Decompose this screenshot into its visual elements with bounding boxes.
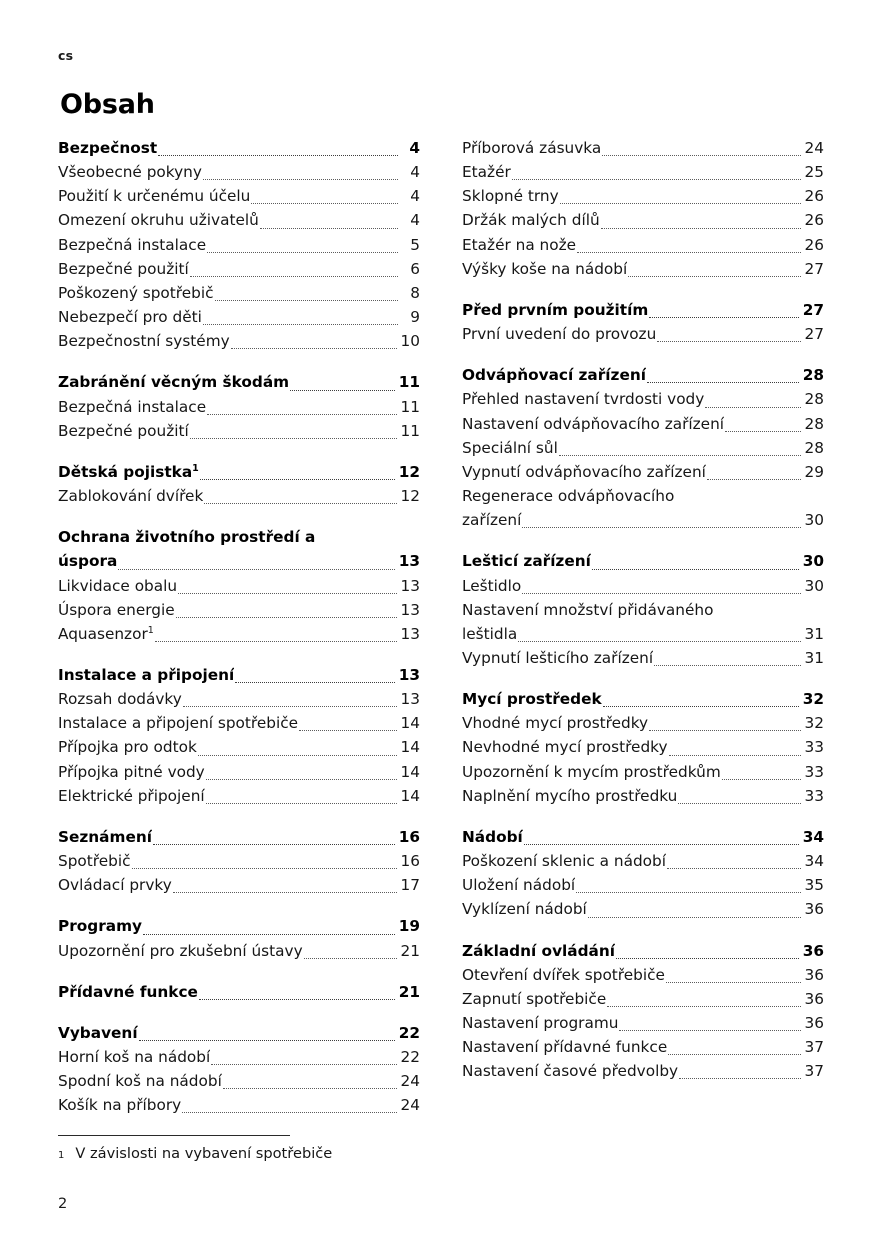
toc-entry-page: 26: [804, 211, 824, 230]
toc-entry-page: 36: [804, 1014, 824, 1032]
toc-entry-label-cont: zařízení: [462, 511, 522, 530]
toc-entry[interactable]: [58, 1045, 420, 1069]
leader-dots: [588, 916, 801, 918]
leader-dots: [725, 430, 801, 432]
toc-entry-page: 4: [410, 211, 420, 230]
toc-entry[interactable]: [58, 281, 420, 305]
toc-entry[interactable]: [58, 1069, 420, 1093]
toc-entry-page: 14: [400, 786, 420, 805]
toc-entry-label: Nebezpečí pro děti: [58, 308, 202, 327]
leader-dots: [607, 1005, 800, 1007]
leader-dots: [649, 316, 798, 318]
toc-entry-page: 24: [804, 139, 824, 157]
toc-entry[interactable]: [58, 233, 420, 257]
leader-dots: [647, 381, 799, 383]
toc-entry-page: 14: [400, 738, 420, 757]
toc-entry[interactable]: [58, 939, 420, 963]
toc-entry[interactable]: [462, 873, 824, 897]
toc-entry-label: Bezpečnost: [58, 139, 158, 157]
toc-entry-page: 27: [804, 325, 824, 344]
toc-entry-page: 28: [804, 438, 824, 457]
toc-entry-label: Leštidlo: [462, 576, 522, 595]
toc-heading[interactable]: [58, 136, 420, 160]
toc-heading[interactable]: [58, 1021, 420, 1045]
page-title: Obsah: [60, 89, 155, 120]
toc-entry[interactable]: [462, 233, 824, 257]
toc-entry-label: Všeobecné pokyny: [58, 163, 202, 182]
leader-dots: [190, 437, 397, 439]
toc-section: [58, 825, 420, 897]
leader-dots: [707, 478, 801, 480]
toc-entry-label: Regenerace odvápňovacího: [462, 487, 675, 506]
toc-entry[interactable]: [58, 257, 420, 281]
toc-entry-label: Etažér na nože: [462, 235, 577, 254]
toc-entry-label: Bezpečné použití: [58, 421, 189, 440]
toc-entry-label: Zabránění věcným škodám: [58, 373, 290, 392]
toc-heading[interactable]: [462, 687, 824, 711]
toc-entry-label: Lešticí zařízení: [462, 552, 591, 571]
footnote-reference: 1: [147, 624, 154, 636]
toc-entry-page: 28: [802, 366, 824, 385]
page-number: 2: [58, 1195, 68, 1212]
toc-entry[interactable]: [58, 873, 420, 897]
toc-section: [462, 136, 824, 281]
toc-entry-page: 13: [400, 624, 420, 643]
toc-columns: [58, 136, 824, 1117]
toc-entry[interactable]: [58, 184, 420, 208]
toc-entry-page: 31: [804, 648, 824, 667]
toc-entry[interactable]: [58, 849, 420, 873]
leader-dots: [139, 1039, 395, 1041]
toc-entry-label: Nastavení odvápňovacího zařízení: [462, 414, 725, 433]
toc-entry-label: Vypnutí odvápňovacího zařízení: [462, 462, 706, 481]
toc-entry-page: 6: [410, 259, 420, 278]
toc-entry-label: Nastavení časové předvolby: [462, 1062, 679, 1081]
toc-entry-page: 30: [804, 576, 824, 595]
toc-entry[interactable]: [462, 1035, 824, 1059]
toc-entry[interactable]: [462, 184, 824, 208]
leader-dots: [231, 347, 397, 349]
toc-entry-page: 22: [398, 1023, 420, 1042]
toc-entry-page: 37: [804, 1038, 824, 1057]
leader-dots: [602, 154, 800, 156]
toc-entry[interactable]: [462, 208, 824, 232]
toc-entry-page: 27: [802, 300, 824, 319]
leader-dots: [679, 1077, 800, 1079]
toc-entry-label: Naplnění mycího prostředku: [462, 786, 678, 805]
toc-entry[interactable]: [58, 711, 420, 735]
toc-entry-page: 35: [804, 876, 824, 895]
toc-entry-page: 28: [804, 414, 824, 433]
toc-entry-label: Elektrické připojení: [58, 786, 205, 805]
toc-entry-label: Upozornění pro zkušební ústavy: [58, 941, 303, 960]
toc-entry-label: Zablokování dvířek: [58, 487, 204, 506]
leader-dots: [524, 843, 799, 845]
toc-section: [462, 825, 824, 922]
leader-dots: [522, 526, 800, 528]
toc-entry-page: 26: [804, 187, 824, 206]
toc-heading[interactable]: [58, 460, 420, 484]
leader-dots: [601, 227, 801, 229]
toc-entry-page: 13: [400, 690, 420, 709]
leader-dots: [577, 251, 800, 253]
toc-entry-page: 14: [400, 714, 420, 733]
toc-section: [58, 136, 420, 353]
toc-entry[interactable]: [58, 1093, 420, 1117]
toc-entry[interactable]: [462, 646, 824, 670]
toc-entry-label: Etažér: [462, 163, 511, 182]
toc-entry[interactable]: [58, 329, 420, 353]
toc-entry-label: Dětská pojistka$^1$: [58, 462, 199, 481]
toc-entry-page: 36: [804, 989, 824, 1008]
toc-entry-label: Aquasenzor$^1$: [58, 624, 154, 643]
toc-entry-label: Vyklízení nádobí: [462, 900, 587, 919]
toc-entry-label: Nevhodné mycí prostředky: [462, 738, 668, 757]
footnote-text: V závislosti na vybavení spotřebiče: [75, 1145, 333, 1163]
leader-dots: [512, 178, 801, 180]
leader-dots: [215, 299, 398, 301]
toc-entry-label: Sklopné trny: [462, 187, 559, 206]
toc-entry[interactable]: [58, 598, 420, 622]
leader-dots: [206, 778, 397, 780]
leader-dots: [628, 275, 800, 277]
toc-entry-page: 25: [804, 163, 824, 182]
toc-entry-label: Nádobí: [462, 827, 523, 846]
leader-dots: [592, 568, 799, 570]
toc-section: [462, 939, 824, 1084]
toc-entry-page: 12: [400, 487, 420, 506]
toc-entry-page: 33: [804, 738, 824, 757]
toc-entry[interactable]: [462, 598, 824, 646]
toc-entry-label: Bezpečná instalace: [58, 397, 207, 416]
toc-entry[interactable]: [58, 687, 420, 711]
leader-dots: [654, 664, 800, 666]
toc-column-left: [58, 136, 420, 1117]
toc-section: [462, 298, 824, 346]
toc-entry-label: Ovládací prvky: [58, 876, 172, 895]
toc-heading[interactable]: [58, 525, 420, 573]
toc-entry-label: Nastavení přídavné funkce: [462, 1038, 668, 1057]
toc-entry-label: Příborová zásuvka: [462, 139, 602, 157]
leader-dots: [207, 413, 396, 415]
toc-entry[interactable]: [58, 395, 420, 419]
toc-entry-page: 31: [804, 624, 824, 643]
toc-entry[interactable]: [462, 136, 824, 160]
leader-dots: [190, 275, 398, 277]
leader-dots: [223, 1087, 397, 1089]
toc-entry-label: Spodní koš na nádobí: [58, 1072, 222, 1091]
toc-entry-page: 37: [804, 1062, 824, 1081]
toc-entry[interactable]: [462, 784, 824, 808]
toc-entry-label: Instalace a připojení: [58, 665, 235, 684]
toc-entry-page: 8: [410, 283, 420, 302]
toc-entry[interactable]: [58, 760, 420, 784]
toc-entry-page: 36: [804, 900, 824, 919]
toc-entry-page: 12: [398, 462, 420, 481]
toc-entry-label: Bezpečnostní systémy: [58, 332, 230, 351]
toc-entry[interactable]: [58, 305, 420, 329]
leader-dots: [155, 640, 397, 642]
toc-entry-label: Odvápňovací zařízení: [462, 366, 646, 385]
leader-dots: [178, 592, 396, 594]
toc-heading[interactable]: [58, 825, 420, 849]
toc-entry-label: Upozornění k mycím prostředkům: [462, 762, 721, 781]
footnote-divider: [58, 1135, 290, 1136]
leader-dots: [666, 981, 801, 983]
toc-entry-label: První uvedení do provozu: [462, 325, 657, 344]
leader-dots: [132, 867, 397, 869]
toc-entry-page: 13: [398, 552, 420, 571]
toc-entry-page: 4: [410, 163, 420, 182]
leader-dots: [206, 802, 397, 804]
leader-dots: [705, 406, 800, 408]
toc-entry-label: Bezpečná instalace: [58, 235, 207, 254]
toc-entry-page: 10: [400, 332, 420, 351]
toc-entry-page: 28: [804, 390, 824, 409]
toc-entry-label: Před prvním použitím: [462, 300, 649, 319]
leader-dots: [173, 891, 397, 893]
leader-dots: [251, 202, 398, 204]
toc-heading[interactable]: [462, 363, 824, 387]
toc-entry-label: Horní koš na nádobí: [58, 1048, 211, 1066]
toc-entry[interactable]: [58, 419, 420, 443]
toc-entry-label: Seznámení: [58, 827, 152, 846]
toc-heading[interactable]: [462, 825, 824, 849]
toc-entry-label: Držák malých dílů: [462, 211, 600, 230]
leader-dots: [657, 340, 800, 342]
toc-entry-page: 26: [804, 235, 824, 254]
toc-entry-page: 19: [398, 917, 420, 936]
toc-heading[interactable]: [462, 298, 824, 322]
toc-entry-label: Nastavení množství přidávaného: [462, 600, 714, 619]
toc-section: [58, 914, 420, 962]
toc-entry-page: 27: [804, 259, 824, 278]
leader-dots: [649, 729, 800, 731]
toc-heading[interactable]: [58, 980, 420, 1004]
leader-dots: [603, 705, 799, 707]
toc-heading[interactable]: [58, 370, 420, 394]
toc-entry-page: 16: [398, 827, 420, 846]
toc-entry[interactable]: [58, 784, 420, 808]
toc-entry[interactable]: [58, 735, 420, 759]
toc-heading[interactable]: [462, 939, 824, 963]
toc-entry-page: 21: [400, 941, 420, 960]
leader-dots: [576, 891, 800, 893]
toc-entry-label: Mycí prostředek: [462, 690, 602, 709]
toc-entry-label: Otevření dvířek spotřebiče: [462, 965, 665, 984]
toc-entry-page: 14: [400, 762, 420, 781]
toc-entry-page: 13: [398, 665, 420, 684]
leader-dots: [667, 867, 801, 869]
toc-heading[interactable]: [58, 914, 420, 938]
leader-dots: [176, 616, 397, 618]
toc-section: [58, 460, 420, 508]
toc-entry-page: 24: [400, 1096, 420, 1115]
toc-entry-page: 9: [410, 308, 420, 327]
leader-dots: [722, 778, 801, 780]
leader-dots: [198, 754, 397, 756]
toc-entry-label: Spotřebič: [58, 852, 131, 871]
toc-entry-label-cont: leštidla: [462, 624, 518, 643]
toc-entry-page: 13: [400, 576, 420, 595]
toc-entry-page: 16: [400, 852, 420, 871]
toc-entry-label: Instalace a připojení spotřebiče: [58, 714, 299, 733]
toc-section: [58, 1021, 420, 1118]
toc-entry-page: 36: [802, 941, 824, 960]
leader-dots: [260, 227, 398, 229]
toc-entry[interactable]: [58, 160, 420, 184]
toc-column-right: [462, 136, 824, 1083]
leader-dots: [199, 998, 395, 1000]
toc-entry-page: 30: [802, 552, 824, 571]
toc-entry-page: 11: [400, 397, 420, 416]
toc-entry-page: 33: [804, 762, 824, 781]
toc-entry[interactable]: [462, 849, 824, 873]
leader-dots: [668, 1053, 800, 1055]
toc-entry-label: Přípojka pitné vody: [58, 762, 205, 781]
leader-dots: [304, 957, 397, 959]
toc-entry[interactable]: [462, 897, 824, 921]
leader-dots: [153, 843, 395, 845]
leader-dots: [207, 251, 398, 253]
leader-dots: [143, 933, 395, 935]
leader-dots: [616, 957, 799, 959]
toc-entry[interactable]: [462, 322, 824, 346]
language-tag: cs: [58, 48, 74, 63]
toc-entry-page: 34: [802, 827, 824, 846]
leader-dots: [290, 389, 395, 391]
toc-entry-page: 11: [398, 373, 420, 392]
toc-entry-page: 4: [409, 139, 420, 157]
toc-entry-page: 32: [802, 690, 824, 709]
toc-entry[interactable]: [462, 484, 824, 532]
toc-entry-label: Přípojka pro odtok: [58, 738, 197, 757]
footnote-marker: 1: [58, 1150, 65, 1162]
toc-entry-label: Vypnutí lešticího zařízení: [462, 648, 654, 667]
leader-dots: [200, 478, 395, 480]
toc-entry-label: Speciální sůl: [462, 438, 558, 457]
toc-entry-label: Uložení nádobí: [462, 876, 576, 895]
toc-entry-page: 29: [804, 462, 824, 481]
toc-entry-page: 36: [804, 965, 824, 984]
toc-entry[interactable]: [58, 622, 420, 646]
toc-entry-page: 13: [400, 600, 420, 619]
toc-entry-label: Nastavení programu: [462, 1014, 619, 1032]
toc-section: [462, 363, 824, 532]
toc-entry-page: 21: [398, 982, 420, 1001]
toc-entry[interactable]: [462, 987, 824, 1011]
toc-entry-label: Košík na příbory: [58, 1096, 182, 1115]
leader-dots: [619, 1029, 800, 1031]
toc-heading[interactable]: [462, 549, 824, 573]
toc-entry-label: Vhodné mycí prostředky: [462, 714, 649, 733]
toc-entry-label: Programy: [58, 917, 142, 936]
toc-entry-label: Bezpečné použití: [58, 259, 189, 278]
leader-dots: [299, 729, 396, 731]
toc-entry-label: Omezení okruhu uživatelů: [58, 211, 259, 230]
leader-dots: [183, 705, 397, 707]
toc-entry[interactable]: [58, 208, 420, 232]
toc-entry-label: Použití k určenému účelu: [58, 187, 251, 206]
footnote-reference: 1: [192, 462, 199, 474]
leader-dots: [203, 323, 398, 325]
toc-entry-label: Ochrana životního prostředí a: [58, 528, 316, 547]
toc-entry-page: 11: [400, 421, 420, 440]
toc-entry[interactable]: [462, 257, 824, 281]
toc-entry-label: Výšky koše na nádobí: [462, 259, 628, 278]
toc-heading[interactable]: [58, 663, 420, 687]
toc-section: [58, 525, 420, 646]
toc-entry-label-cont: úspora: [58, 552, 118, 571]
toc-entry-page: 5: [410, 235, 420, 254]
toc-entry[interactable]: [58, 484, 420, 508]
leader-dots: [204, 502, 396, 504]
toc-entry[interactable]: [58, 574, 420, 598]
toc-entry-page: 34: [804, 852, 824, 871]
toc-entry-label: Vybavení: [58, 1023, 138, 1042]
toc-entry-page: 4: [410, 187, 420, 206]
leader-dots: [211, 1063, 396, 1065]
leader-dots: [118, 568, 394, 570]
toc-section: [58, 370, 420, 442]
toc-entry-page: 22: [400, 1048, 420, 1066]
leader-dots: [235, 681, 394, 683]
toc-entry[interactable]: [462, 460, 824, 484]
toc-entry[interactable]: [462, 735, 824, 759]
leader-dots: [678, 802, 800, 804]
toc-entry-page: 17: [400, 876, 420, 895]
toc-entry-page: 32: [804, 714, 824, 733]
leader-dots: [559, 454, 801, 456]
toc-entry-page: 33: [804, 786, 824, 805]
leader-dots: [203, 178, 398, 180]
toc-entry[interactable]: [462, 387, 824, 411]
toc-entry-page: 30: [804, 511, 824, 530]
toc-entry[interactable]: [462, 160, 824, 184]
leader-dots: [518, 640, 800, 642]
toc-entry-label: Rozsah dodávky: [58, 690, 182, 709]
toc-entry[interactable]: [462, 711, 824, 735]
toc-section: [462, 549, 824, 670]
leader-dots: [669, 754, 801, 756]
toc-section: [58, 980, 420, 1004]
leader-dots: [158, 154, 398, 156]
toc-entry[interactable]: [462, 436, 824, 460]
leader-dots: [560, 202, 801, 204]
toc-entry-label: Poškození sklenic a nádobí: [462, 852, 666, 871]
toc-section: [58, 663, 420, 808]
leader-dots: [182, 1111, 396, 1113]
toc-section: [462, 687, 824, 808]
toc-entry-label: Základní ovládání: [462, 941, 616, 960]
toc-entry[interactable]: [462, 760, 824, 784]
toc-entry[interactable]: [462, 574, 824, 598]
leader-dots: [522, 592, 800, 594]
toc-entry[interactable]: [462, 1059, 824, 1083]
toc-entry-label: Přehled nastavení tvrdosti vody: [462, 390, 705, 409]
toc-entry-label: Přídavné funkce: [58, 982, 198, 1001]
footnote: [58, 1145, 818, 1162]
toc-entry-label: Likvidace obalu: [58, 576, 178, 595]
toc-entry-label: Úspora energie: [58, 600, 175, 619]
toc-entry-label: Poškozený spotřebič: [58, 283, 214, 302]
toc-entry[interactable]: [462, 1011, 824, 1035]
toc-entry-page: 24: [400, 1072, 420, 1091]
toc-entry[interactable]: [462, 412, 824, 436]
toc-entry[interactable]: [462, 963, 824, 987]
toc-entry-label: Zapnutí spotřebiče: [462, 989, 607, 1008]
